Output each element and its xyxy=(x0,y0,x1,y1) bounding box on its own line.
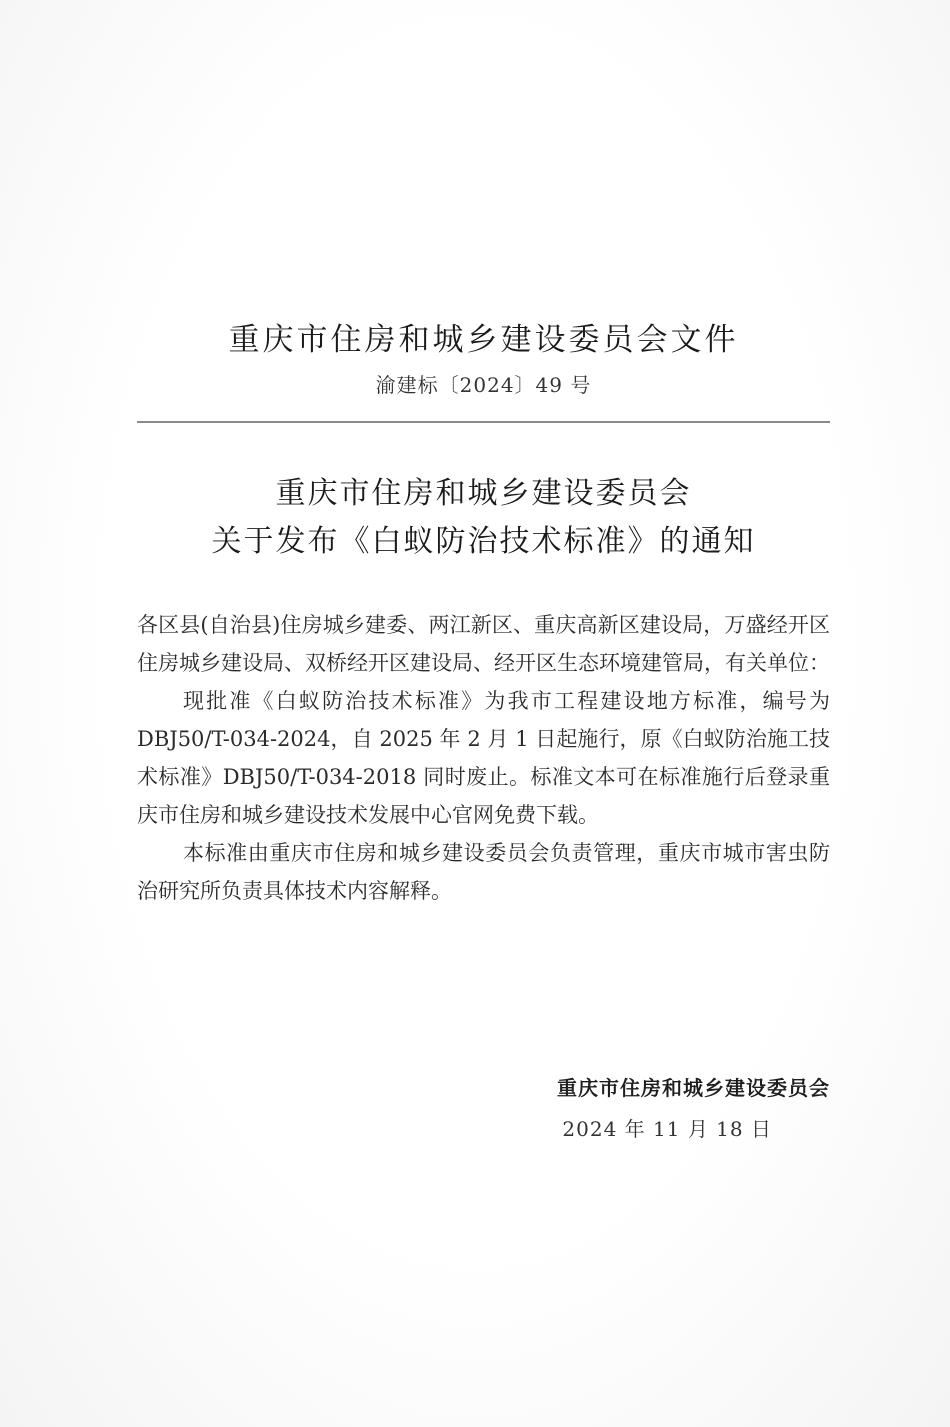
signature-organization: 重庆市住房和城乡建设委员会 xyxy=(557,1076,830,1100)
header-divider xyxy=(137,421,830,423)
body-paragraph-1: 现批准《白蚁防治技术标准》为我市工程建设地方标准，编号为 DBJ50/T-034-2024，自 2025 年 2 月 1 日起施行，原《白蚁防治施工技术标准》DBJ50/T-034-2018 同时废止。标准文本可在标准施行后登录重庆市住房和城乡建设技术发展中心官网免费下载。 xyxy=(137,689,830,827)
signature-block xyxy=(557,1070,830,1148)
recipients: 各区县(自治县)住房城乡建委、两江新区、重庆高新区建设局，万盛经开区住房城乡建设局、双桥经开区建设局、经开区生态环境建管局，有关单位： xyxy=(137,613,830,675)
signature-date: 2024 年 11 月 18 日 xyxy=(562,1117,772,1141)
notice-title-line2: 关于发布《白蚁防治技术标准》的通知 xyxy=(211,524,756,559)
notice-title-line1: 重庆市住房和城乡建设委员会 xyxy=(275,476,692,511)
notice-body xyxy=(137,606,830,910)
notice-title xyxy=(137,470,830,566)
document-header xyxy=(137,318,830,402)
document-number: 渝建标〔2024〕49 号 xyxy=(375,373,592,397)
body-paragraph-2: 本标准由重庆市住房和城乡建设委员会负责管理，重庆市城市害虫防治研究所负责具体技术内容解释。 xyxy=(137,841,830,903)
issuer-title: 重庆市住房和城乡建设委员会文件 xyxy=(228,322,739,358)
